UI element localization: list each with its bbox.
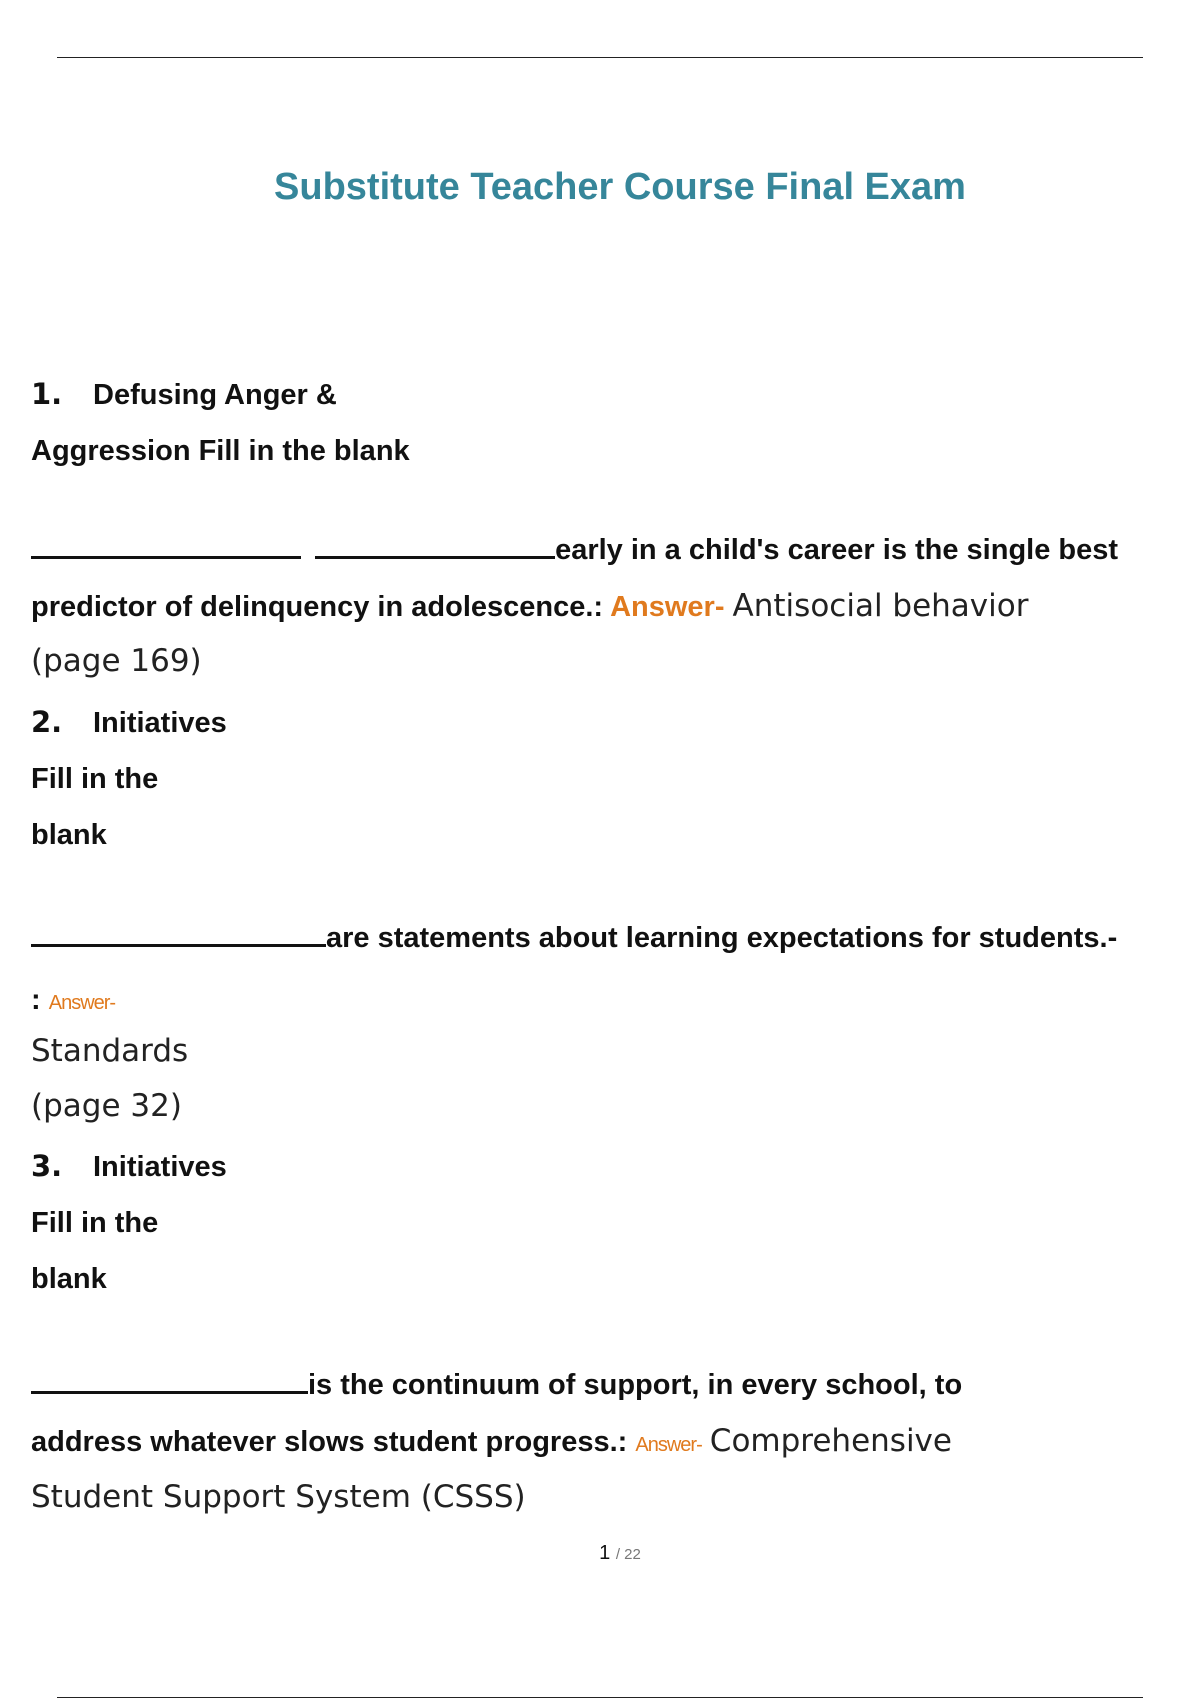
question-3-heading: [31, 1138, 227, 1196]
answer-text: Antisocial behavior: [732, 588, 1029, 624]
question-3-heading-line3: blank: [31, 1263, 107, 1295]
question-number: 3.: [31, 1149, 63, 1183]
page-current: 1: [599, 1542, 611, 1564]
question-number: 2.: [31, 705, 63, 739]
question-3-prompt-line1: [31, 1369, 962, 1402]
question-1-reference: (page 169): [31, 643, 202, 679]
blank-line: [315, 534, 555, 559]
question-3-answer-text-line2: Student Support System (CSSS): [31, 1479, 526, 1515]
question-1-heading-line2: Aggression Fill in the blank: [31, 435, 410, 467]
answer-label: Answer-: [48, 992, 116, 1014]
page-indicator: [0, 1542, 1200, 1565]
question-2-prompt-line1: [31, 922, 1117, 955]
document-title: Substitute Teacher Course Final Exam: [274, 166, 966, 208]
answer-text: Comprehensive: [709, 1423, 952, 1459]
question-2-heading-line3: blank: [31, 819, 107, 851]
colon: :: [31, 984, 41, 1016]
prompt-text: early in a child's career is the single best: [555, 534, 1119, 566]
question-heading-line: Defusing Anger &: [93, 379, 337, 411]
blank-line: [31, 534, 301, 559]
prompt-text: are statements about learning expectations for students.-: [326, 922, 1118, 954]
question-2-heading: [31, 694, 227, 752]
question-1-prompt-line2: [31, 588, 1028, 624]
answer-label: Answer-: [635, 1434, 702, 1456]
question-heading-line: Initiatives: [93, 1151, 227, 1183]
question-2-answer-line: [31, 984, 115, 1017]
blank-line: [31, 1369, 308, 1394]
page-total: / 22: [615, 1546, 641, 1563]
question-number: 1.: [31, 377, 63, 411]
question-3-prompt-line2: [31, 1423, 952, 1459]
question-3-heading-line2: Fill in the: [31, 1207, 159, 1239]
question-1-heading: [31, 366, 337, 424]
prompt-text: predictor of delinquency in adolescence.:: [31, 591, 604, 623]
question-heading-line: Initiatives: [93, 707, 227, 739]
prompt-text: is the continuum of support, in every school, to: [308, 1369, 963, 1401]
blank-line: [31, 922, 326, 947]
top-rule: [57, 57, 1143, 58]
bottom-rule: [57, 1697, 1143, 1698]
prompt-text: address whatever slows student progress.:: [31, 1426, 628, 1458]
answer-label: Answer-: [610, 591, 725, 623]
question-1-prompt-line1: [31, 534, 1118, 567]
question-2-heading-line2: Fill in the: [31, 763, 159, 795]
question-2-answer-text: Standards: [31, 1033, 189, 1069]
question-2-reference: (page 32): [31, 1088, 182, 1124]
